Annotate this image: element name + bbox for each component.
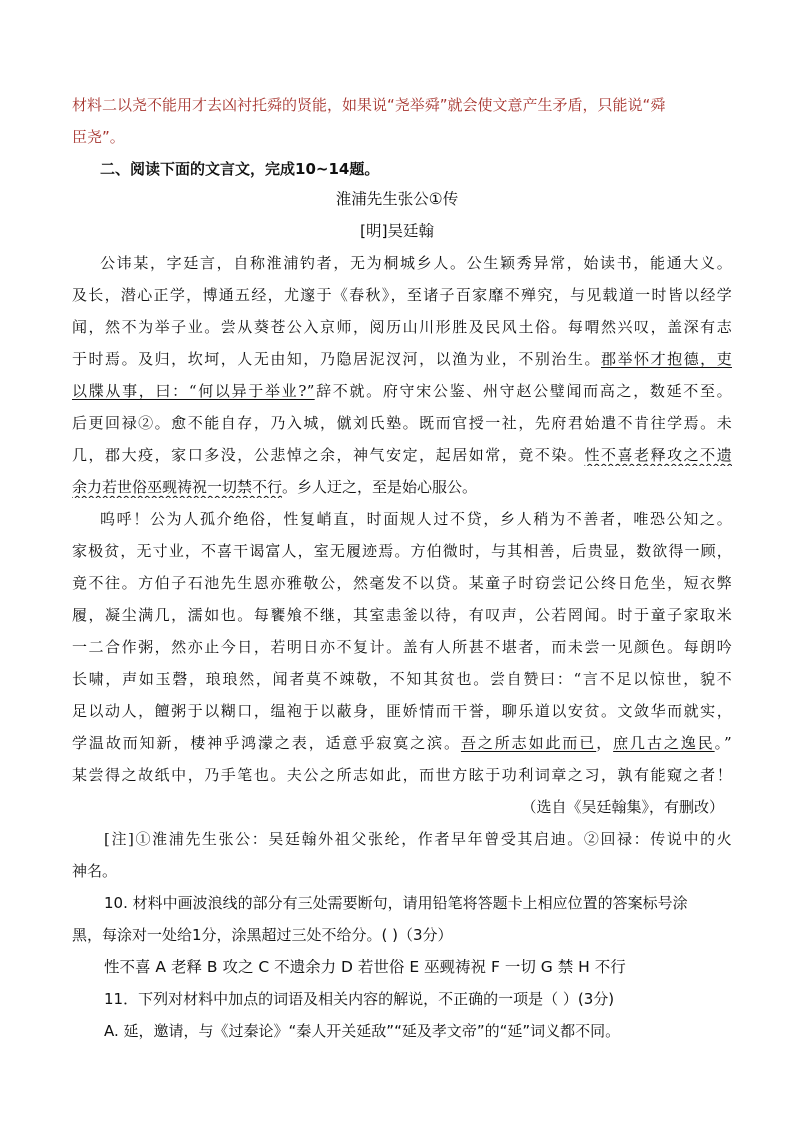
answer-note-line-2: 臣尧”。 <box>72 128 125 146</box>
question-10-options: 性不喜 A 老释 B 攻之 C 不遗余力 D 若世俗 E 巫觋祷祝 F 一切 G 禁 H 不行 <box>104 958 626 976</box>
passage-p2-line-6: 长啸，声如玉磬，琅琅然，闻者莫不竦敬，不知其贫也。尝自赞曰：“言不足以惊世，貌不 <box>72 670 732 688</box>
passage-p1-line-7 <box>72 444 732 466</box>
passage-author: [明]吴廷翰 <box>359 222 435 240</box>
section-heading: 二、阅读下面的文言文，完成10~14题。 <box>100 160 380 178</box>
passage-p2-line-5: 一二合作粥，然亦止今日，若明日亦不复计。盖有人所甚不堪者，而未尝一见颜色。每朗吟 <box>72 638 732 656</box>
passage-p1-line-8 <box>72 476 732 498</box>
passage-p2-line-8 <box>72 732 732 754</box>
text-segment: 。” <box>714 734 732 752</box>
passage-p1-line-2: 及长，潜心正学，博通五经，尤邃于《春秋》，至诸子百家靡不殚究，与见载道一时皆以经学 <box>72 286 732 304</box>
underlined-sentence: 庶几古之逸民 <box>613 734 715 752</box>
question-10-stem-line-2: 黑，每涂对一处给1分，涂黑超过三处不给分。( )（3分） <box>72 926 453 944</box>
passage-p2-line-2: 家极贫，无寸业，不喜干谒富人，室无履迹焉。方伯微时，与其相善，后贵显，数欲得一顾， <box>72 542 732 560</box>
passage-p2-line-9: 某尝得之故纸中，乃手笔也。夫公之所志如此，而世方眩于功利词章之习，孰有能窥之者！ <box>72 766 732 784</box>
question-11-option-a: A. 延，邀请，与《过秦论》“秦人开关延敌”“延及孝文帝”的“延”词义都不同。 <box>104 1022 621 1040</box>
text-segment: ， <box>596 734 614 752</box>
passage-p2-line-4: 履，凝尘满几，濡如也。每饔飧不继，其室恚釜以待，有叹声，公若罔闻。时于童子家取米 <box>72 606 732 624</box>
passage-p1-line-3: 闻，然不为举子业。尝从葵苍公入京师，阅历山川形胜及民风土俗。每喟然兴叹，盖深有志 <box>72 318 732 336</box>
text-segment: 。乡人迂之，至是始心服公。 <box>282 478 478 496</box>
annotation-line-2: 神名。 <box>72 862 118 880</box>
text-segment: 于时焉。及归，坎坷，人无由知，乃隐居泥汊河，以渔为业，不别治生。 <box>72 350 601 368</box>
wavy-underlined-segment: 性不喜老释攻之不遗 <box>584 446 732 464</box>
answer-note-line-1: 材料二以尧不能用才去凶衬托舜的贤能，如果说“尧举舜”就会使文意产生矛盾，只能说“舜 <box>72 96 666 114</box>
annotation-line-1: [注]①淮浦先生张公：吴廷翰外祖父张纶，作者早年曾受其启迪。②回禄：传说中的火 <box>104 830 732 848</box>
passage-source: （选自《吴廷翰集》，有删改） <box>521 798 724 816</box>
passage-p2-line-7: 足以动人，饘粥于以糊口，缊袍于以蔽身，匪娇情而干誉，聊乐道以安贫。文敛华而就实， <box>72 702 732 720</box>
passage-p2-line-3: 竟不往。方伯子石池先生恩亦雅敬公，然毫发不以贷。某童子时窃尝记公终日危坐，短衣弊 <box>72 574 732 592</box>
underlined-sentence: 吾之所志如此而已 <box>460 734 597 752</box>
wavy-underlined-segment: 余力若世俗巫觋祷祝一切禁不行 <box>72 478 283 496</box>
passage-p2-line-1: 呜呼！公为人孤介绝俗，性复峭直，时面规人过不贷，乡人稍为不善者，唯恐公知之。 <box>100 510 732 528</box>
passage-p1-line-4 <box>72 348 732 370</box>
text-segment: 辞不就。府守宋公鉴、州守赵公璧闻而高之，数延不至。 <box>314 382 732 400</box>
passage-title: 淮浦先生张公①传 <box>335 190 459 208</box>
passage-p1-line-6: 后更回禄②。愈不能自存，乃入城，僦刘氏塾。既而官授一社，先府君始遣不肯往学焉。未 <box>72 414 732 432</box>
text-segment: 学温故而知新，棲神乎鸿濛之表，适意乎寂寞之滨。 <box>72 734 461 752</box>
question-10-stem-line-1: 10. 材料中画波浪线的部分有三处需要断句，请用铅笔将答题卡上相应位置的答案标号涂 <box>104 894 688 912</box>
text-segment: 几，郡大疫，家口多没，公悲悼之余，神气安定，起居如常，竟不染。 <box>72 446 585 464</box>
underlined-sentence: 郡举怀才抱德，吏 <box>600 350 732 368</box>
question-11-stem: 11．下列对材料中加点的词语及相关内容的解说，不正确的一项是（ ）(3分) <box>104 990 615 1008</box>
underlined-sentence: 以牒从事，曰：“何以异于举业?” <box>72 382 315 400</box>
passage-p1-line-1: 公讳某，字廷言，自称淮浦钓者，无为桐城乡人。公生颖秀异常，始读书，能通大义。 <box>100 254 732 272</box>
passage-p1-line-5 <box>72 380 732 402</box>
